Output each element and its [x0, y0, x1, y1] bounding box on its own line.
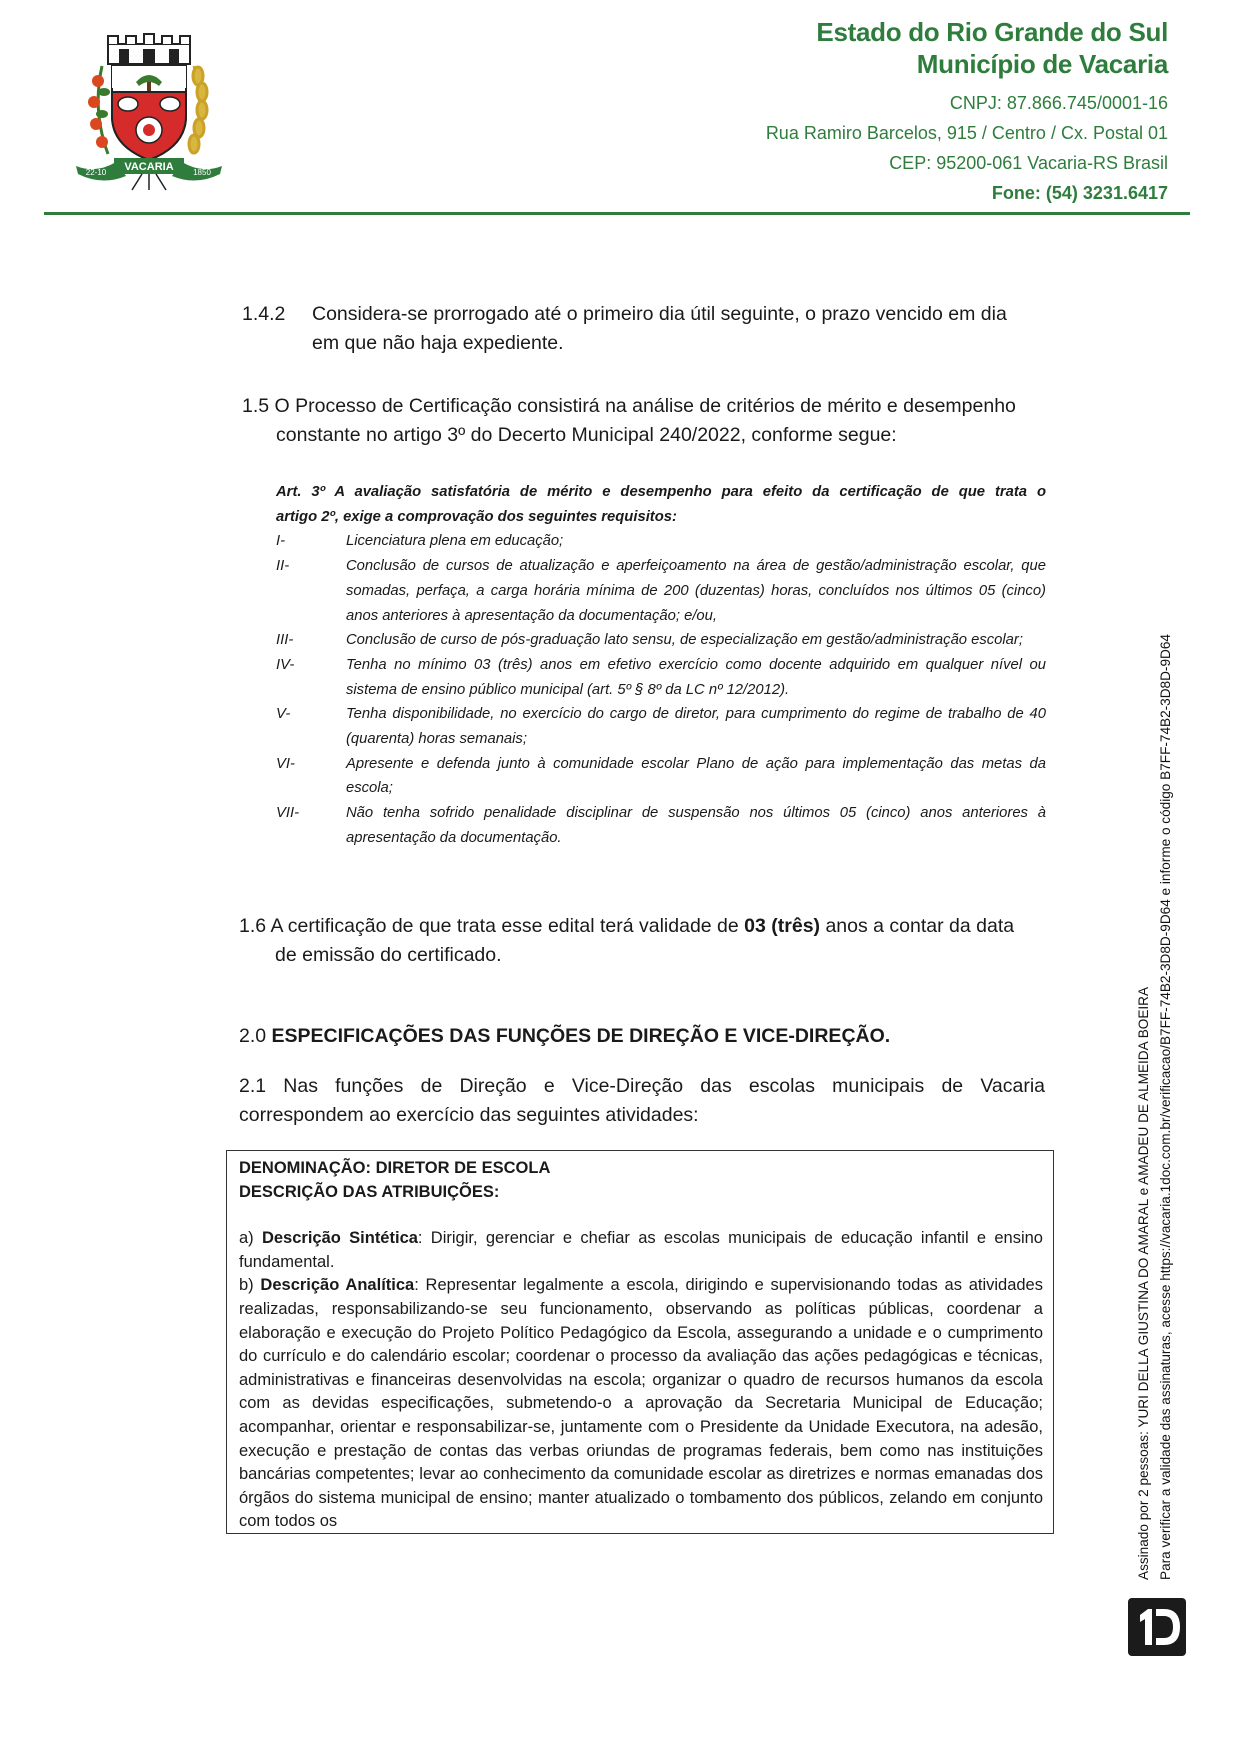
- section-text-line: Considera-se prorrogado até o primeiro dia útil seguinte, o prazo vencido em dia: [312, 303, 1007, 325]
- cep: CEP: 95200-061 Vacaria-RS Brasil: [889, 153, 1168, 173]
- municipal-crest-logo: [74, 26, 224, 192]
- article-heading: artigo 2º, exige a comprovação dos seguintes requisitos:: [276, 508, 677, 525]
- article-item-text: Tenha no mínimo 03 (três) anos em efetivo exercício como docente adquirido em qualquer nível ou sistema de ensino público municipal (art. 5º § 8º da LC nº 12/2012).: [346, 656, 1046, 698]
- analytic-label: Descrição Analítica: [260, 1276, 415, 1295]
- article-item-text: Apresente e defenda junto à comunidade escolar Plano de ação para implementação das metas da escola;: [346, 755, 1046, 797]
- article-item-text: Conclusão de cursos de atualização e aperfeiçoamento na área de gestão/administração escolar, que somadas, perfaça, a carga horária mínima de 200 (duzentas) horas, concluídos nos últimos 05 (cinco) anos anteriores à apresentação da documentação; e/ou,: [346, 558, 1046, 624]
- section-text-line: correspondem ao exercício das seguintes atividades:: [239, 1104, 699, 1126]
- section-text-line: em que não haja expediente.: [312, 332, 564, 354]
- article-items-list: [276, 529, 1046, 850]
- denomination-label: DENOMINAÇÃO: DIRETOR DE ESCOLA: [239, 1159, 551, 1177]
- crest-date-right: 1850: [193, 168, 211, 177]
- city-name: Município de Vacaria: [916, 49, 1168, 79]
- analytic-description: b) Descrição Analítica: Representar legalmente a escola, dirigindo e supervisionando todas as atividades realizadas, responsabilizando-se seu funcionamento, observando as políticas públicas, coordenar a elaboração e execução do Projeto Político Pedagógico da Escola, assegurando a unidade e o cumprimento do currículo e do calendário escolar; coordenar o processo da avaliação das ações pedagógicas e técnicas, administrativas e financeiras desenvolvidas na escola; organizar o quadro de recursos humanos da escola com as devidas especificações, submetendo-o a aprovação da Secretaria Municipal de Educação; acompanhar, orientar e responsabilizar-se, juntamente com o Presidente da Unidade Executora, na adesão, execução e prestação de contas das verbas oriundas de programas federais, bem como nas instituições bancárias competentes; levar ao conhecimento da comunidade escolar as diretrizes e normas emanadas dos órgãos do sistema municipal de ensino; manter atualizado o tombamento dos públicos, zelando em conjunto com todos os: [239, 1276, 1043, 1531]
- article-item-text: Conclusão de curso de pós-graduação lato sensu, de especialização em gestão/administração escolar;: [346, 632, 1023, 649]
- article-3-quote: [276, 480, 1046, 851]
- section-1-6: [239, 912, 1014, 970]
- section-title: ESPECIFICAÇÕES DAS FUNÇÕES DE DIREÇÃO E VICE-DIREÇÃO.: [271, 1025, 891, 1047]
- 1doc-logo-icon: [1128, 1598, 1186, 1656]
- section-text: 1.6 A certificação de que trata esse edital terá validade de: [239, 915, 745, 937]
- article-item-number: I-: [276, 533, 286, 550]
- section-text: anos a contar da data: [820, 915, 1015, 937]
- section-text-line: de emissão do certificado.: [275, 944, 502, 966]
- section-number: 2.0: [239, 1025, 272, 1047]
- section-text-line: 1.5 O Processo de Certificação consistirá na análise de critérios de mérito e desempenho: [242, 395, 1016, 417]
- article-item: [276, 554, 1046, 628]
- section-2-1: [239, 1072, 1045, 1130]
- article-item-number: VI-: [276, 755, 295, 772]
- article-item-number: II-: [276, 558, 290, 575]
- article-heading: Art. 3º A avaliação satisfatória de mérito e desempenho para efeito da certificação de que trata o: [276, 484, 1046, 500]
- crest-date-left: 22-10: [85, 168, 107, 177]
- section-2-0-heading: [239, 1022, 890, 1050]
- article-item-number: V-: [276, 706, 291, 723]
- address: Rua Ramiro Barcelos, 915 / Centro / Cx. Postal 01: [765, 123, 1168, 143]
- header-divider: [44, 212, 1190, 215]
- article-item: [276, 702, 1046, 751]
- synthetic-description: a) Descrição Sintética: Dirigir, gerenciar e chefiar as escolas municipais de educação infantil e ensino fundamental.: [239, 1229, 1043, 1271]
- section-text-line: constante no artigo 3º do Decerto Municipal 240/2022, conforme segue:: [276, 424, 897, 446]
- article-item-number: VII-: [276, 805, 300, 822]
- letterhead: [766, 16, 1168, 208]
- article-item: [276, 529, 1046, 554]
- section-1-5: [242, 392, 1016, 450]
- article-item: [276, 752, 1046, 801]
- director-duties-box: [226, 1150, 1054, 1534]
- phone: Fone: (54) 3231.6417: [991, 183, 1168, 203]
- section-number: 1.4.2: [242, 303, 286, 325]
- synthetic-text: : Dirigir, gerenciar e chefiar as escolas municipais de educação infantil e ensino fundamental.: [239, 1229, 1043, 1271]
- description-label: DESCRIÇÃO DAS ATRIBUIÇÕES:: [239, 1182, 500, 1201]
- article-item: [276, 653, 1046, 702]
- article-item: [276, 801, 1046, 850]
- article-item-number: III-: [276, 632, 294, 649]
- crest-banner-text: VACARIA: [124, 161, 174, 173]
- state-name: Estado do Rio Grande do Sul: [816, 17, 1168, 47]
- verification-link[interactable]: Para verificar a validade das assinaturas, acesse https://vacaria.1doc.com.br/verificacao/B7FF-74B2-3D8D-9D64 e informe o código B7FF-74B2-3D8D-9D64: [1158, 634, 1173, 1580]
- analytic-text: : Representar legalmente a escola, dirigindo e supervisionando todas as atividades realizadas, responsabilizando-se seu funcionamento, observando as políticas públicas, coordenar a elaboração e execução do Projeto Político Pedagógico da Escola, assegurando a unidade e o cumprimento do currículo e do calendário escolar; coordenar o processo da avaliação das ações pedagógicas e técnicas, administrativas e financeiras desenvolvidas na escola; organizar o quadro de recursos humanos da escola com as devidas especificações, submetendo-o a aprovação da Secretaria Municipal de Educação; acompanhar, orientar e responsabilizar-se, juntamente com o Presidente da Unidade Executora, na adesão, execução e prestação de contas das verbas oriundas de programas federais, bem como nas instituições bancárias competentes; levar ao conhecimento da comunidade escolar as diretrizes e normas emanadas dos órgãos do sistema municipal de ensino; manter atualizado o tombamento dos públicos, zelando em conjunto com todos os: [239, 1276, 1043, 1531]
- section-text-line: 2.1 Nas funções de Direção e Vice-Direção das escolas municipais de Vacaria: [239, 1075, 1045, 1097]
- section-text-bold: 03 (três): [744, 915, 821, 937]
- article-item-text: Licenciatura plena em educação;: [346, 533, 564, 550]
- synthetic-label: Descrição Sintética: [261, 1229, 418, 1248]
- article-item-text: Tenha disponibilidade, no exercício do cargo de diretor, para cumprimento do regime de trabalho de 40 (quarenta) horas semanais;: [346, 706, 1046, 748]
- signature-notice: Assinado por 2 pessoas: YURI DELLA GIUSTINA DO AMARAL e AMADEU DE ALMEIDA BOEIRA: [1136, 986, 1151, 1580]
- cnpj: CNPJ: 87.866.745/0001-16: [949, 93, 1168, 113]
- article-item-number: IV-: [276, 656, 295, 673]
- article-item-text: Não tenha sofrido penalidade disciplinar de suspensão nos últimos 05 (cinco) anos anteriores à apresentação da documentação.: [346, 805, 1046, 846]
- article-item: [276, 628, 1046, 653]
